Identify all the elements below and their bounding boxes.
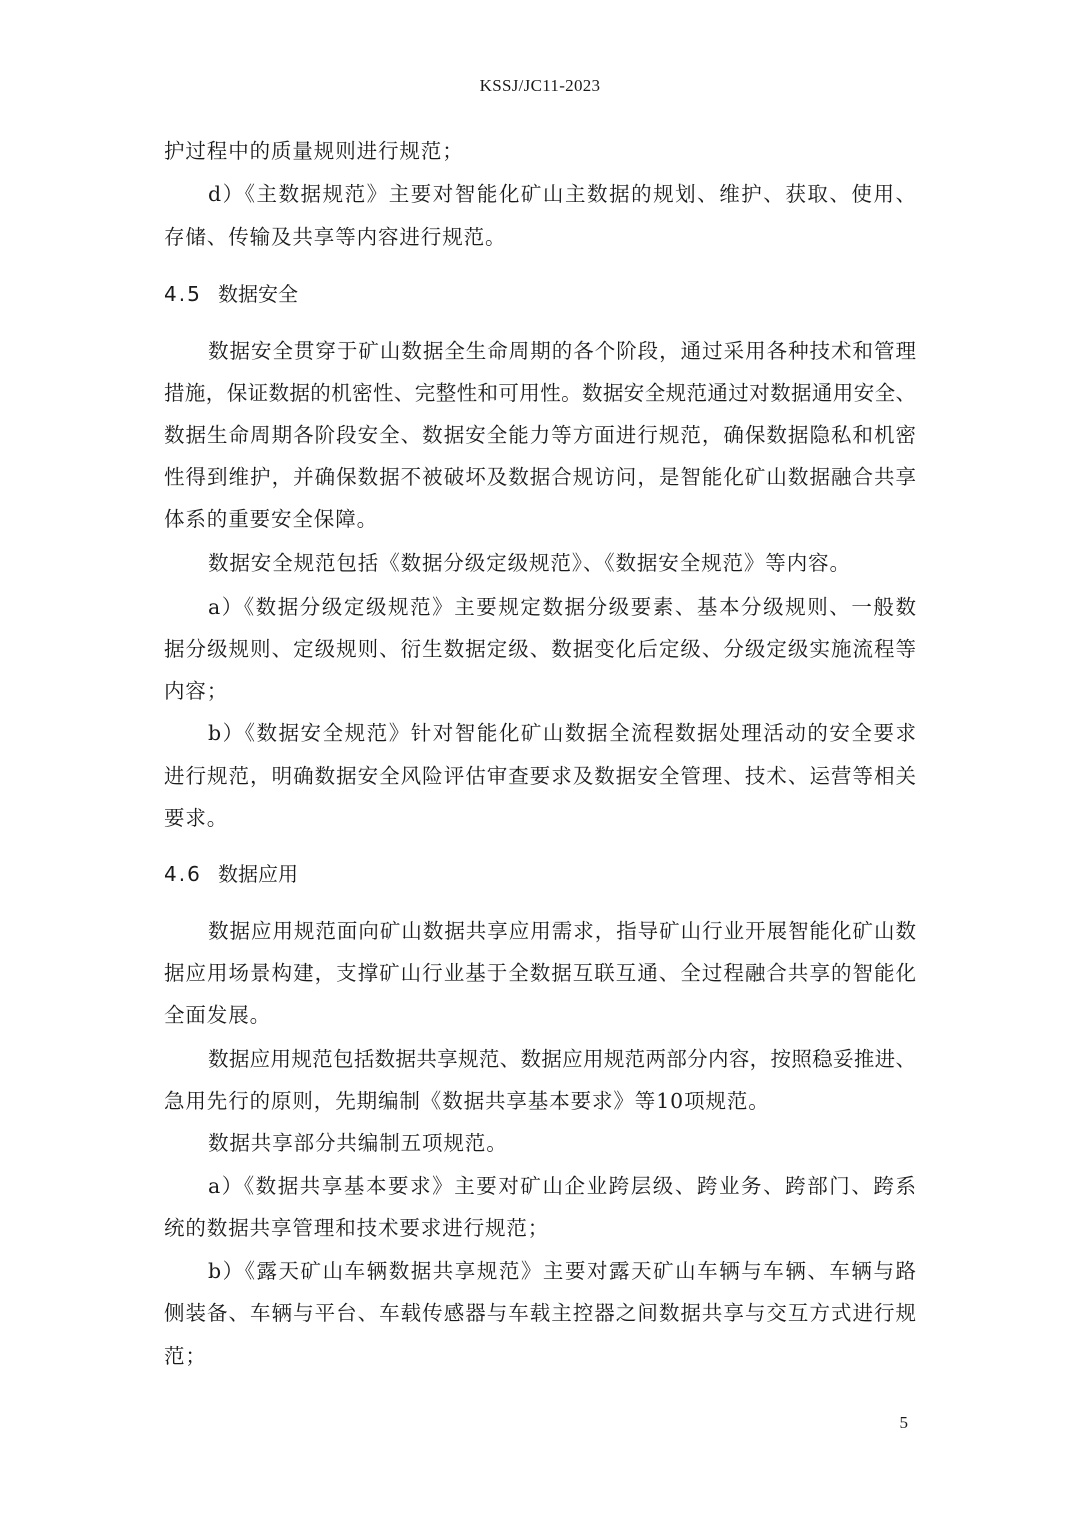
document-code-header: KSSJ/JC11-2023 [479,76,601,95]
section-title: 数据应用 [218,862,298,886]
paragraph-line: 数据生命周期各阶段安全、数据安全能力等方面进行规范，确保数据隐私和机密 [164,423,916,447]
section-number: 4.5 [164,282,202,306]
paragraph-line: 数据应用规范包括数据共享规范、数据应用规范两部分内容，按照稳妥推进、 [208,1047,916,1071]
list-item-a-line: a）《数据分级定级规范》主要规定数据分级要素、基本分级规则、一般数 [208,595,916,619]
paragraph-line: 数据安全贯穿于矿山数据全生命周期的各个阶段，通过采用各种技术和管理 [208,339,916,363]
list-item-d-line: d）《主数据规范》主要对智能化矿山主数据的规划、维护、获取、使用、 [208,182,916,206]
paragraph-line: 据应用场景构建，支撑矿山行业基于全数据互联互通、全过程融合共享的智能化 [164,961,916,985]
list-item-b-line: 要求。 [164,806,229,830]
list-item-b-line: 侧装备、车辆与平台、车载传感器与车载主控器之间数据共享与交互方式进行规 [164,1301,916,1325]
list-item-d-line: 存储、传输及共享等内容进行规范。 [164,225,507,249]
section-heading-4-6 [164,857,298,891]
page-number: 5 [899,1413,908,1432]
paragraph-line: 数据安全规范包括《数据分级定级规范》、《数据安全规范》等内容。 [208,551,851,575]
list-item-b-line: 范； [164,1344,207,1368]
paragraph-line: 数据共享部分共编制五项规范。 [208,1131,508,1155]
list-item-a-line: 据分级规则、定级规则、衍生数据定级、数据变化后定级、分级定级实施流程等 [164,637,916,661]
paragraph-line: 急用先行的原则，先期编制《数据共享基本要求》等10项规范。 [164,1089,770,1113]
paragraph-line: 数据应用规范面向矿山数据共享应用需求，指导矿山行业开展智能化矿山数 [208,919,916,943]
section-title: 数据安全 [218,282,298,306]
section-number: 4.6 [164,862,202,886]
list-item-a-line: 统的数据共享管理和技术要求进行规范； [164,1216,550,1240]
list-item-a-line: a）《数据共享基本要求》主要对矿山企业跨层级、跨业务、跨部门、跨系 [208,1174,916,1198]
list-item-a-line: 内容； [164,679,229,703]
list-item-b-line: b）《数据安全规范》针对智能化矿山数据全流程数据处理活动的安全要求 [208,721,916,745]
paragraph-line: 体系的重要安全保障。 [164,507,378,531]
paragraph-line: 措施，保证数据的机密性、完整性和可用性。数据安全规范通过对数据通用安全、 [164,381,916,405]
list-item-b-line: b）《露天矿山车辆数据共享规范》主要对露天矿山车辆与车辆、车辆与路 [208,1259,916,1283]
paragraph-line: 性得到维护，并确保数据不被破坏及数据合规访问，是智能化矿山数据融合共享 [164,465,916,489]
paragraph-line: 全面发展。 [164,1003,271,1027]
paragraph-line: 护过程中的质量规则进行规范； [164,139,464,163]
list-item-b-line: 进行规范，明确数据安全风险评估审查要求及数据安全管理、技术、运营等相关 [164,764,916,788]
section-heading-4-5 [164,277,298,311]
